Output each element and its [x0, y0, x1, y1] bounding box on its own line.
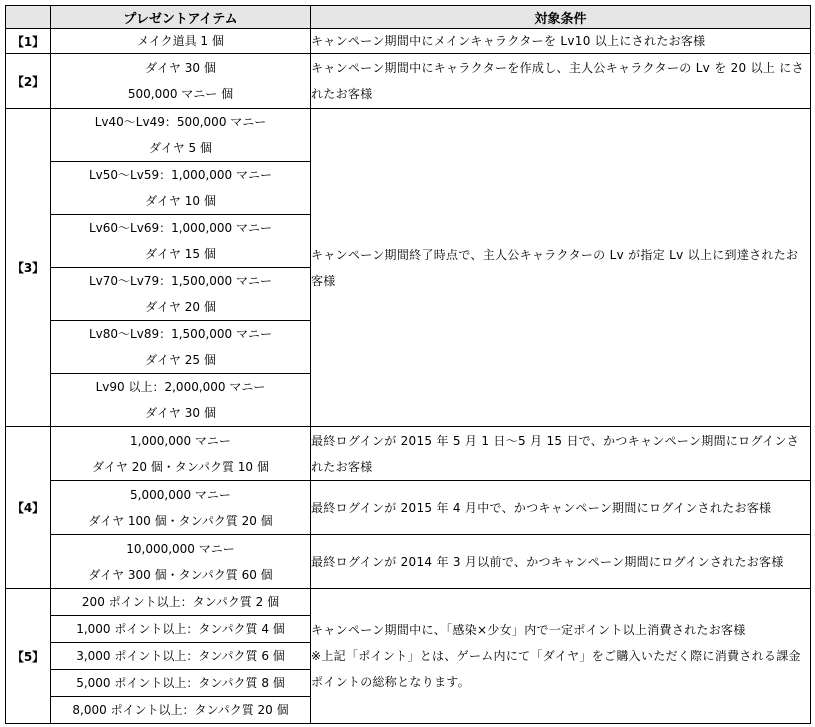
item-line: ダイヤ 10 個 — [145, 194, 216, 208]
table-row — [6, 29, 811, 54]
item-line: Lv80～Lv89：1,500,000 マニー — [88, 327, 272, 341]
item-cell — [51, 109, 311, 162]
condition-cell: 最終ログインが 2015 年 4 月中で、かつキャンペーン期間にログインされたお客様 — [311, 481, 811, 535]
item-cell — [51, 374, 311, 427]
item-cell — [51, 535, 311, 589]
item-cell: メイク道具 1 個 — [51, 29, 311, 54]
item-cell — [51, 427, 311, 481]
item-line: ダイヤ 300 個・タンパク質 60 個 — [88, 567, 273, 582]
header-item: プレゼントアイテム — [51, 6, 311, 29]
item-line: ダイヤ 20 個・タンパク質 10 個 — [92, 459, 269, 474]
condition-cell — [311, 589, 811, 724]
condition-cell: キャンペーン期間中にキャラクターを作成し、主人公キャラクターの Lv を 20 以上 にされたお客様 — [311, 54, 811, 109]
item-cell: 200 ポイント以上：タンパク質 2 個 — [51, 589, 311, 616]
item-line: Lv60～Lv69：1,000,000 マニー — [88, 221, 272, 235]
item-cell: 8,000 ポイント以上：タンパク質 20 個 — [51, 697, 311, 724]
item-line: 5,000,000 マニー — [130, 487, 231, 502]
item-line: ダイヤ 15 個 — [145, 247, 216, 261]
item-line: 500,000 マニー 個 — [127, 87, 234, 101]
header-row — [6, 6, 811, 29]
header-condition: 対象条件 — [311, 6, 811, 29]
item-cell — [51, 162, 311, 215]
item-line: 10,000,000 マニー — [126, 541, 235, 556]
item-line: ダイヤ 30 個 — [145, 406, 216, 420]
item-line: ダイヤ 30 個 — [145, 61, 216, 75]
item-line: ダイヤ 100 個・タンパク質 20 個 — [88, 513, 273, 528]
row-number: 【5】 — [6, 589, 51, 724]
row-number: 【1】 — [6, 29, 51, 54]
condition-cell: 最終ログインが 2014 年 3 月以前で、かつキャンペーン期間にログインされたお客様 — [311, 535, 811, 589]
row-number: 【2】 — [6, 54, 51, 109]
item-cell — [51, 481, 311, 535]
table-row — [6, 54, 811, 109]
row-number: 【3】 — [6, 109, 51, 427]
item-line: Lv50～Lv59：1,000,000 マニー — [88, 168, 272, 182]
present-table — [5, 5, 811, 724]
table-row — [6, 427, 811, 481]
item-line: ダイヤ 25 個 — [145, 353, 216, 367]
table-row — [6, 109, 811, 162]
item-cell: 1,000 ポイント以上：タンパク質 4 個 — [51, 616, 311, 643]
item-line: Lv40～Lv49：500,000 マニー — [94, 115, 267, 129]
item-cell: 5,000 ポイント以上：タンパク質 8 個 — [51, 670, 311, 697]
item-line: ダイヤ 20 個 — [145, 300, 216, 314]
condition-cell: キャンペーン期間終了時点で、主人公キャラクターの Lv が指定 Lv 以上に到達されたお客様 — [311, 109, 811, 427]
item-cell — [51, 215, 311, 268]
condition-line: キャンペーン期間中に、「感染×少女」内で一定ポイント以上消費されたお客様 — [311, 623, 746, 637]
item-cell — [51, 54, 311, 109]
table-row — [6, 481, 811, 535]
item-line: 1,000,000 マニー — [130, 433, 231, 448]
item-line: Lv90 以上：2,000,000 マニー — [95, 380, 266, 394]
condition-cell: キャンペーン期間中にメインキャラクターを Lv10 以上にされたお客様 — [311, 29, 811, 54]
condition-cell: 最終ログインが 2015 年 5 月 1 日～5 月 15 日で、かつキャンペーン期間にログインされたお客様 — [311, 427, 811, 481]
table-row — [6, 589, 811, 616]
table-row — [6, 535, 811, 589]
item-cell — [51, 321, 311, 374]
row-number: 【4】 — [6, 427, 51, 589]
item-line: ダイヤ 5 個 — [148, 141, 213, 155]
condition-note: ※上記「ポイント」とは、ゲーム内にて「ダイヤ」をご購入いただく際に消費される課金ポイントの総称となります。 — [311, 649, 801, 689]
item-cell: 3,000 ポイント以上：タンパク質 6 個 — [51, 643, 311, 670]
item-line: Lv70～Lv79：1,500,000 マニー — [88, 274, 272, 288]
header-num-cell — [6, 6, 51, 29]
item-cell — [51, 268, 311, 321]
